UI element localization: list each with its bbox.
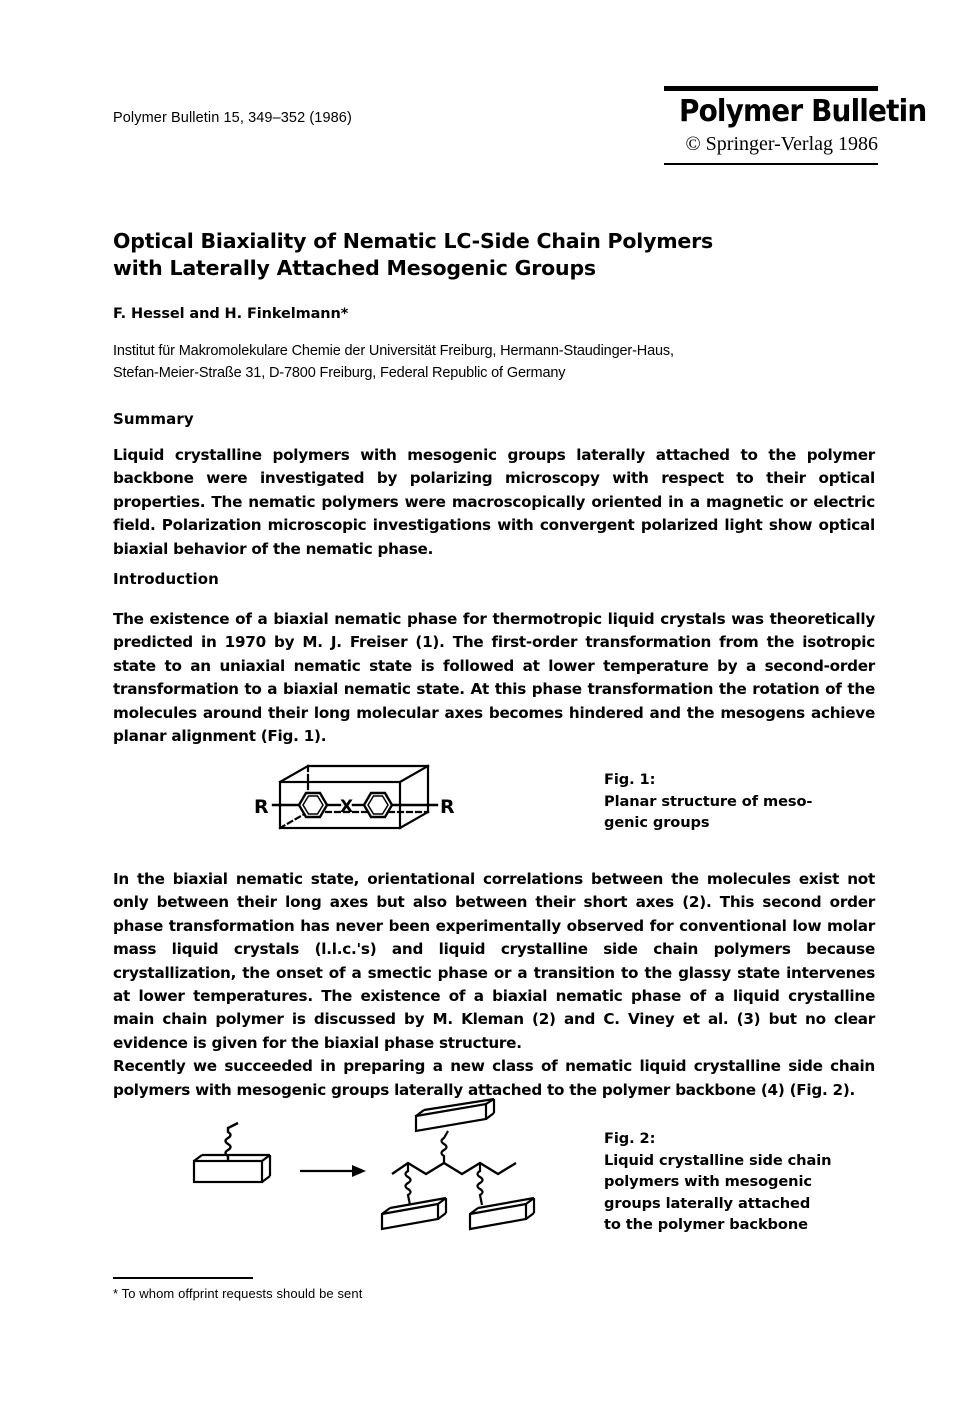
slab-edge-right-bottom xyxy=(400,812,428,828)
section-heading-introduction: Introduction xyxy=(113,570,219,588)
introduction-text xyxy=(113,608,875,748)
slab-edge-top-left xyxy=(280,766,308,782)
monomer-slab-edge-br xyxy=(262,1176,270,1182)
mesogen-top xyxy=(416,1099,494,1131)
figure-1-caption-line-2: genic groups xyxy=(604,814,710,831)
figure-2-caption-line-2: polymers with mesogenic xyxy=(604,1173,812,1190)
page-title xyxy=(113,228,873,282)
footnote-separator xyxy=(113,1277,253,1279)
body-paragraph-2: In the biaxial nematic state, orientational correlations between the molecules exist not only between their long axes but also between their short axes (2). This second order phase transformation has never been experimentally observed for conventional low molar mass liquid crystals (l.l.c.'s) and liquid crystalline side chain polymers because crystallization, the onset of a smectic phase or a transition to the glassy state intervenes at lower temperatures. The existence of a biaxial nematic phase of a liquid crystalline main chain polymer is discussed by M. Kleman (2) and C. Viney et al. (3) but no clear evidence is given for the biaxial phase structure. xyxy=(113,870,875,1052)
figure-1-label-X: X xyxy=(340,797,354,817)
monomer-slab-front xyxy=(194,1161,262,1182)
spacer-bottom-right xyxy=(478,1163,483,1205)
body-text-block xyxy=(113,868,875,1102)
side-chain-polymer-diagram xyxy=(186,1098,566,1258)
page-title-line-2: with Laterally Attached Mesogenic Groups xyxy=(113,256,596,281)
footnote-text: * To whom offprint requests should be sent xyxy=(113,1286,363,1301)
figure-2-caption xyxy=(604,1128,882,1236)
body-paragraph-3: Recently we succeeded in preparing a new class of nematic liquid crystalline side chain polymers with mesogenic groups laterally attached to the polymer backbone (4) (Fig. 2). xyxy=(113,1057,875,1099)
figure-1-caption-line-1: Planar structure of meso- xyxy=(604,792,813,810)
page-title-line-1: Optical Biaxiality of Nematic LC-Side Chain Polymers xyxy=(113,229,714,253)
figure-2-caption-line-3: groups laterally attached xyxy=(604,1194,811,1212)
figure-1-caption xyxy=(604,769,882,834)
mesogen-bottom-left xyxy=(382,1198,446,1229)
introduction-paragraph: The existence of a biaxial nematic phase for thermotropic liquid crystals was theoretically predicted in 1970 by M. J. Freiser (1). The first-order transformation from the isotropic state to an uniaxial nematic state is followed at lower temperature by a second-order transformation to a biaxial nematic state. At this phase transformation the rotation of the molecules around their long molecular axes becomes hindered and the mesogens achieve planar alignment (Fig. 1). xyxy=(113,610,875,746)
masthead-rule-top xyxy=(664,86,878,91)
section-heading-summary: Summary xyxy=(113,410,194,428)
figure-2-caption-line-4: to the polymer backbone xyxy=(604,1216,808,1233)
spacer-bottom-left xyxy=(406,1163,411,1205)
affiliation-line-2: Stefan-Meier-Straße 31, D-7800 Freiburg, Federal Republic of Germany xyxy=(113,365,566,382)
figure-2-diagram xyxy=(186,1098,566,1263)
figure-1-label-R-right: R xyxy=(440,796,455,818)
journal-masthead xyxy=(664,86,927,165)
mesogen-bottom-right xyxy=(470,1198,534,1229)
mesogen-top-front xyxy=(416,1104,486,1131)
affiliation xyxy=(113,340,883,384)
reaction-arrow-head xyxy=(352,1165,366,1177)
figure-2-caption-line-1: Liquid crystalline side chain xyxy=(604,1151,832,1169)
publisher-line: © Springer-Verlag 1986 xyxy=(685,133,878,156)
summary-paragraph: Liquid crystalline polymers with mesogenic groups laterally attached to the polymer backbone were investigated by polarizing microscopy with respect to their optical properties. The nematic polymers were macroscopically oriented in a magnetic or electric field. Polarization microscopic investigations with convergent polarized light show optical biaxial behavior of the nematic phase. xyxy=(113,446,875,558)
journal-title: Polymer Bulletin xyxy=(678,94,927,129)
masthead-rule-bottom xyxy=(664,163,878,165)
mesogen-box-diagram xyxy=(252,758,462,850)
polymer-backbone xyxy=(392,1163,516,1174)
figure-1-label: Fig. 1: xyxy=(604,771,656,788)
author-list: F. Hessel and H. Finkelmann* xyxy=(113,306,349,322)
affiliation-line-1: Institut für Makromolekulare Chemie der Universität Freiburg, Hermann-Staudinger-Haus, xyxy=(113,343,674,359)
running-head: Polymer Bulletin 15, 349–352 (1986) xyxy=(113,110,352,126)
figure-1-diagram xyxy=(252,758,462,855)
figure-1-label-R-left: R xyxy=(254,796,269,818)
summary-text xyxy=(113,444,875,561)
figure-2-label: Fig. 2: xyxy=(604,1130,656,1147)
slab-edge-top-right xyxy=(400,766,428,782)
spacer-top xyxy=(442,1131,449,1163)
